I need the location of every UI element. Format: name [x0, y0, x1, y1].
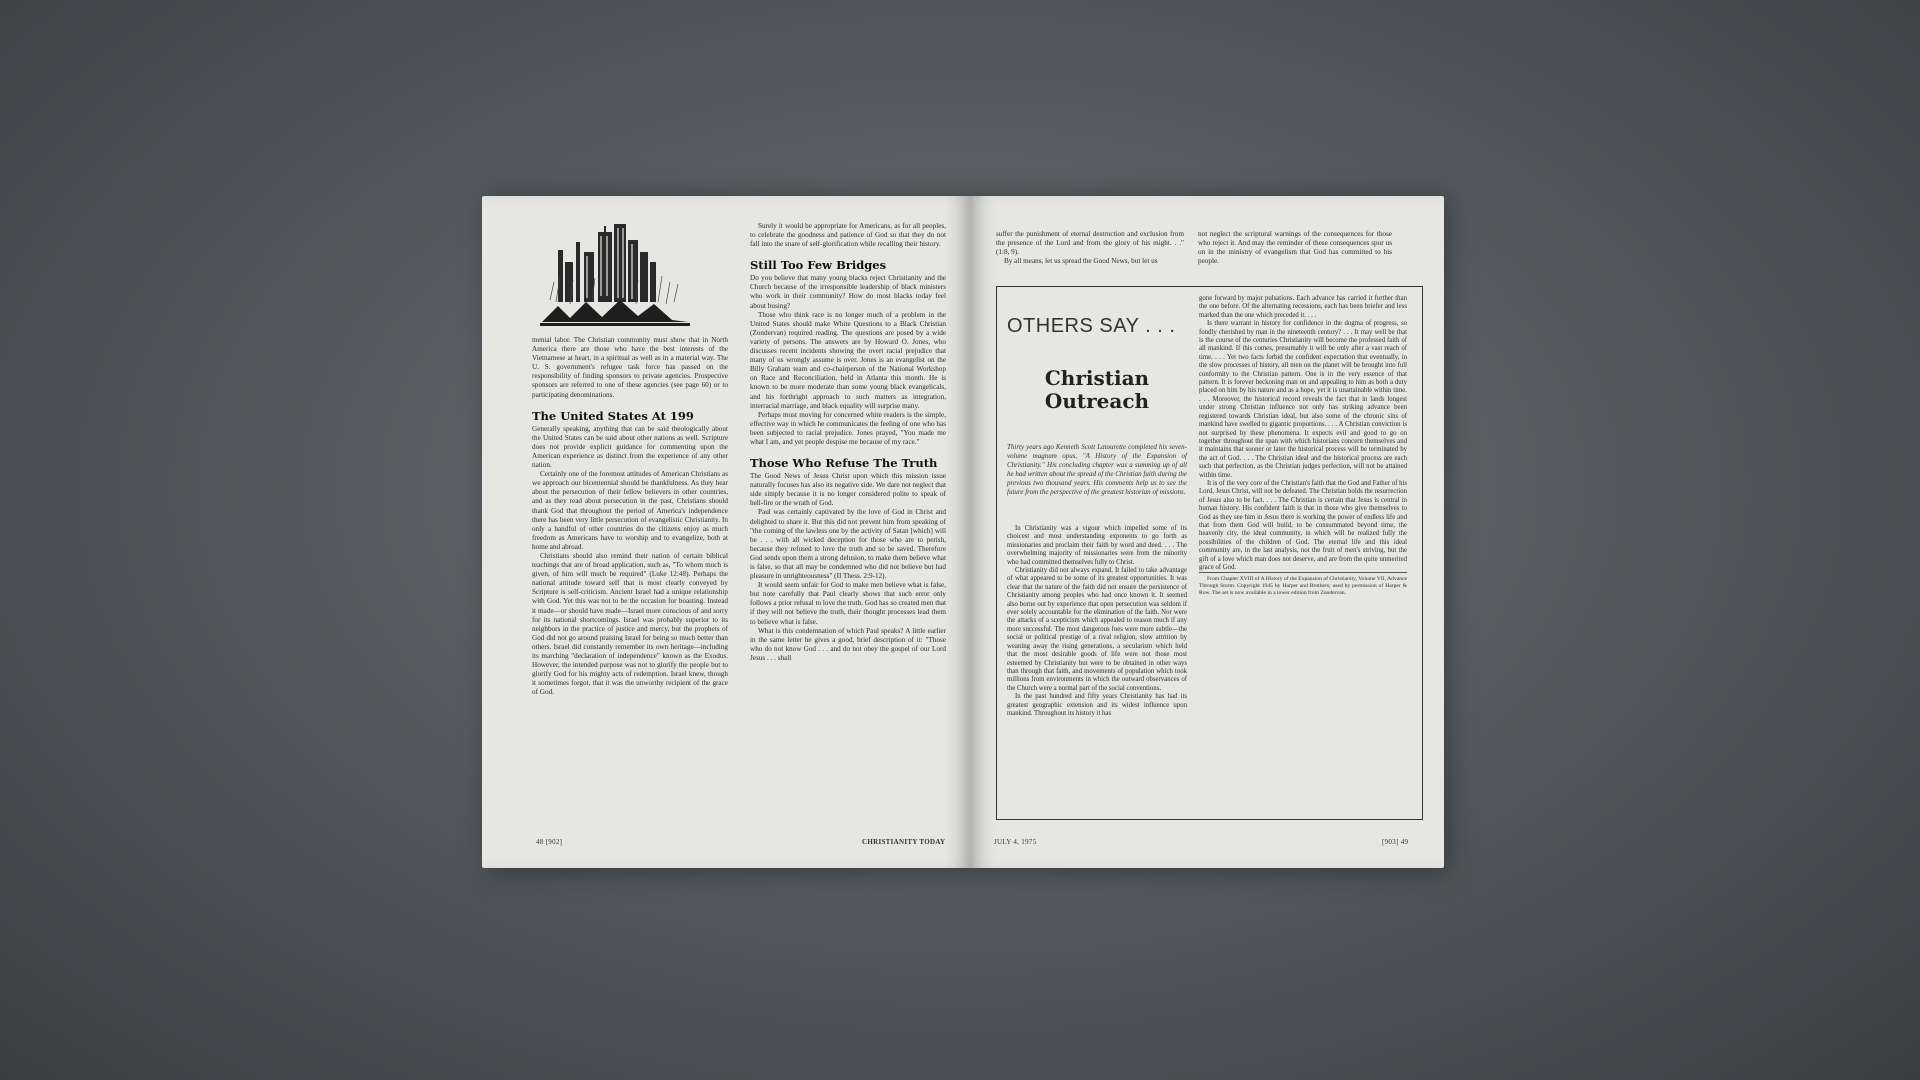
others-say-kicker: OTHERS SAY . . . — [1007, 315, 1176, 337]
intro-paragraph: menial labor. The Christian community must show that in North America there are those who have the best interests of the Vietnamese at heart, in a spiritual as well as in a material way. The U. S. government's refugee task force has passed on the responsibility of finding sponsors to private agencies. Prospective sponsors are referred to one of these agencies (see page 60) or to participating denominations. — [532, 336, 728, 399]
paragraph: not neglect the scriptural warnings of the consequences for those who reject it. And may the reminder of these consequences spur us on in the ministry of evangelism that God has committed to his people. — [1198, 230, 1392, 266]
left-column-1 — [532, 336, 728, 697]
city-skyline-illustration — [540, 222, 690, 332]
others-say-box — [996, 286, 1423, 820]
paragraph: Christians should also remind their nation of certain biblical teachings that are of broad application, such as, "To whom much is given, of him will much be required" (Luke 12:48). Perhaps the national attitude toward self that is most clearly conveyed by Scripture is self-criticism. Ancient Israel had a unique relationship with God. Yet this was not to be the occasion for boasting. Instead it made—or should have made—Israel more conscious of and sorry for its national shortcomings. Israel was probably superior to its neighbors in the practice of justice and mercy, but the prophets of God did not go around praising Israel for being so much better than others. Israel did constantly remember its own heritage—including its marching "declaration of independence" known as the Exodus. However, the intended purpose was not to glorify the people but to glorify God for his mighty acts of redemption. Israel knew, though it sometimes forgot, that it was the unworthy recipient of the grace of God. — [532, 551, 728, 697]
section-heading: The United States At 199 — [532, 408, 694, 423]
title-line: Outreach — [1044, 389, 1150, 413]
left-column-2 — [750, 222, 946, 663]
paragraph: Certainly one of the foremost attitudes of American Christians as we approach our bicentennial should be thankfulness. As they hear about the persecution of their fellow believers in other countries, and as they read about persecution in the past, Christians should thank God that throughout the period of America's independence there has been very little persecution of evangelistic Christianity. In only a handful of other countries do the citizens enjoy as much freedom as Americans have to worship and to evangelize, both at home and abroad. — [532, 470, 728, 551]
paragraph: suffer the punishment of eternal destruction and exclusion from the presence of the Lord and from the glory of his might. . ." (1:8, 9). — [996, 230, 1184, 257]
paragraph: By all means, let us spread the Good News, but let us — [1004, 257, 1158, 266]
article-intro: Thirty years ago Kenneth Scott Latourette completed his seven-volume magnum opus, "A History of the Expansion of Christianity." His concluding chapter was a summing up of all he had written about the spread of the Christian faith during the previous two thousand years. His comments help us to see the future from the perspective of the greatest historian of missions. — [1007, 443, 1187, 496]
magazine-name: CHRISTIANITY TODAY — [862, 838, 946, 846]
box-column-1 — [1007, 525, 1187, 718]
box-column-2 — [1199, 295, 1407, 596]
paragraph: Paul was certainly captivated by the love of God in Christ and delighted to share it. But this did not prevent him from speaking of "the coming of the lawless one by the activity of Satan [which] will be . . . with all wicked deception for those who are to perish, because they refused to love the truth and so be saved. Therefore God sends upon them a strong delusion, to make them believe what is false, so that all may be condemned who did not believe but had pleasure in unrighteousness" (II Thess. 2:9-12). — [750, 508, 946, 581]
right-top-column-1 — [996, 230, 1184, 266]
paragraph: Christianity did not always expand. It failed to take advantage of what appeared to be some of its greatest opportunities. It was clear that the nature of the faith did not ensure the persistence of Christianity among peoples who had once known it. It seemed also borne out by experience that open persecution was seldom if ever solely accountable for the elimination of the faith. Nor were the attacks of a scepticism which appealed to reason much if any more successful. The most dangerous foes were more subtle—the social or political prestige of a rival religion, slow attrition by weaning away the rising generations, a secularism which held that the most desirable goods of life were not those most esteemed by Christianity but were to be obtained in other ways than through that faith, and movements of population which took millions from environments in which the outward observances of the Church were a normal part of the social conventions. — [1007, 567, 1187, 692]
article-title — [1007, 367, 1187, 413]
right-page — [970, 196, 1444, 868]
right-top-column-2 — [1198, 230, 1392, 266]
issue-date: JULY 4, 1975 — [994, 838, 1037, 846]
paragraph: Do you believe that many young blacks reject Christianity and the Church because of the irresponsible leadership of black ministers who work in their community? How do most blacks today feel about busing? — [750, 274, 946, 310]
paragraph: What is this condemnation of which Paul speaks? A little earlier in the same letter he gives a good, brief description of it: "Those who do not know God . . . and do not obey the gospel of our Lord Jesus . . . shall — [750, 626, 946, 662]
paragraph: In the past hundred and fifty years Christianity has had its greatest geographic extension and its widest influence upon mankind. Throughout its history it has — [1007, 693, 1187, 717]
credit-note: From Chapter XVIII of A History of the Expansion of Christianity, Volume VII, Advance Through Storm. Copyright 1945 by Harper and Brothers; used by permission of Harper & Row. The set is now available in a lower edition from Zondervan. — [1199, 572, 1407, 596]
paragraph: Is there warrant in history for confidence in the dogma of progress, so fondly cherished by man in the nineteenth century? . . . It may well be that is the course of the centuries Christianity will become the professed faith of all mankind. If this comes, presumably it will be only after a vast reach of time. . . . Yet two facts forbid the confident expectation that eventually, in the slow processes of history, all men on the planet will be brought into full conformity to the Christian pattern. One is in the very essence of that pattern. It is forever beckoning man on and appealing to him as both a duty placed on him by his nature and as a hope, yet it is unattainable within time. . . . Moreover, the historical record reveals the fact that in lands longest under strong Christian influence not only has striking advance been registered towards Christian ideal, but also some of the chronic sins of mankind have swelled to gigantic proportions. . . . A Christian conviction is not surprised by these phenomena. It expects evil and good to go on together throughout the span with which historians concern themselves and it maintains that sooner or later the historical process will be terminated by the act of God. . . . The Christian ideal and the historical process are each such that perfection, as the Christian judges perfection, will not be attained within time. — [1199, 320, 1407, 479]
section-heading: Still Too Few Bridges — [750, 258, 887, 273]
section-heading: Those Who Refuse The Truth — [750, 456, 938, 471]
paragraph: Perhaps most moving for concerned white readers is the simple, effective way in which he communicates the feeling of one who has been subjected to racial prejudice. Jones prayed, "You made me what I am, and yet people despise me because of my race." — [750, 410, 946, 446]
paragraph: Those who think race is no longer much of a problem in the United States should make White Questions to a Black Christian (Zondervan) required reading. The questions are posed by a wide variety of persons. The answers are by Howard O. Jones, who discusses recent incidents showing the overt racial prejudice that many of us wrongly assume is over. Jones is an evangelist on the Billy Graham team and co-chairperson of the National Workshop on Race and Reconciliation, held in Atlanta this month. He is known to be more moderate than some young black evangelicals, and his forthright approach to such matters as integration, interracial marriage, and black equality will surprise many. — [750, 310, 946, 410]
intro-paragraph: Surely it would be appropriate for Americans, as for all peoples, to celebrate the goodness and patience of God so that they do not fall into the snare of self-glorification while recalling their history. — [750, 222, 946, 249]
paragraph: It would seem unfair for God to make men believe what is false, but note carefully that Paul clearly shows that such error only follows a prior refusal to love the truth. God has so created men that if they will not believe the truth, their thought processes lead them to believe what is false. — [750, 581, 947, 626]
left-page — [482, 196, 970, 868]
paragraph: The Good News of Jesus Christ upon which this mission issue naturally focuses has also its negative side. We dare not neglect that side simply because it is no longer considered polite to speak of hell-fire or the wrath of God. — [750, 472, 946, 508]
page-number-left: 48 [902] — [536, 838, 563, 846]
paragraph: In Christianity was a vigour which impelled some of its choicest and most understanding exponents to go forth as missionaries and proclaim their faith by word and deed. . . . The overwhelming majority of missionaries were from the minority who had committed themselves fully to Christ. — [1007, 525, 1187, 566]
paragraph: gone forward by major pulsations. Each advance has carried it further than the one before. Of the alternating recessions, each has been briefer and less marked than the one which preceded it. . . . — [1199, 295, 1407, 319]
paragraph: Generally speaking, anything that can be said theologically about the United States can be said about other nations as well. Scripture does not provide explicit guidance for commenting upon the American experience as distinct from the experience of any other nation. — [532, 424, 728, 470]
page-number-right: [903] 49 — [1382, 838, 1409, 846]
title-line: Christian — [1044, 366, 1150, 390]
paragraph: It is of the very core of the Christian's faith that the God and Father of his Lord, Jesus Christ, will not be defeated. The Christian holds the resurrection of Jesus also to be fact. . . . The Christian is certain that Jesus is central in human history. His confident faith is that in those who give themselves to God as they see him in Jesus there is working the power of endless life and that from them God will build, to be consummated beyond time, the heavenly city, the ideal community, in which will be realized fully the possibilities of the children of God. The eternal life and this ideal community are, in the last analysis, not the fruit of men's striving, but the gift of a love which man does not deserve, and are from the quite unmerited grace of God. — [1199, 479, 1407, 571]
